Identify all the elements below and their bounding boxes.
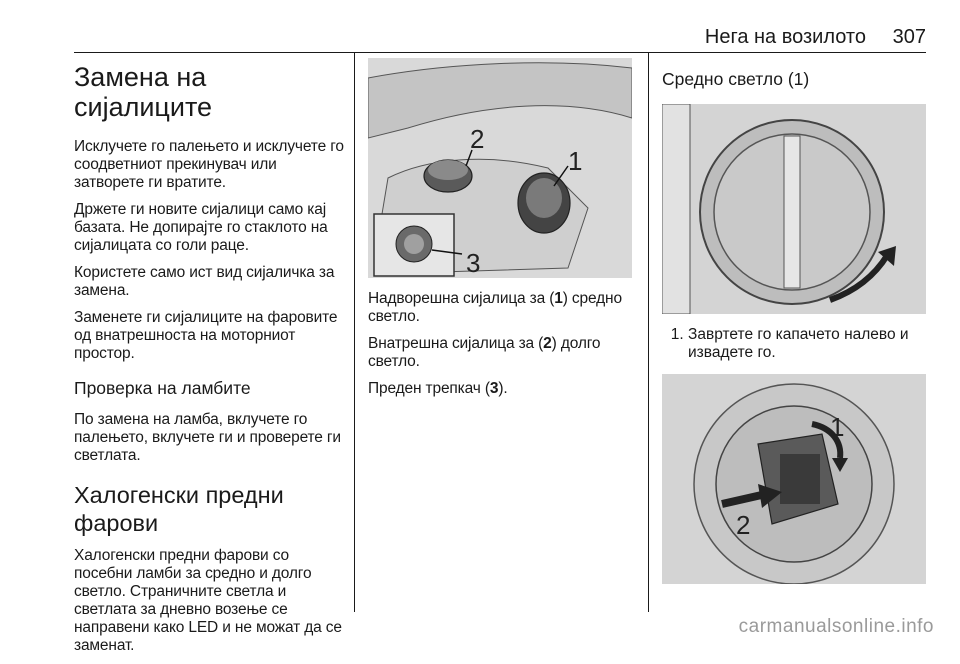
page-number: 307 — [892, 26, 926, 48]
headlamp-rear-illustration — [368, 58, 632, 278]
column-1 — [74, 58, 346, 664]
headlamp-rear-drawing — [368, 58, 632, 278]
column-2 — [368, 58, 632, 407]
paragraph: Користете само ист вид сијаличка за замена. — [74, 264, 335, 299]
column-divider-2 — [648, 52, 649, 612]
column-3 — [662, 58, 926, 584]
heading-halogen: Халогенски предни фарови — [74, 482, 284, 536]
callout-label: 1 — [830, 412, 845, 442]
bulb-removal-illustration — [662, 374, 926, 584]
paragraph: Халогенски предни фарови со посебни ламби за средно и долго светло. Страничните светла и светлата за дневно возење се направени како LED и не можат да се заменат. — [74, 547, 342, 654]
callout-label: 2 — [736, 510, 751, 540]
paragraph: По замена на ламба, вклучете го палењето, вклучете ги и проверете ги светлата. — [74, 411, 341, 464]
callout-label: 2 — [470, 124, 485, 154]
list-item: 1. Завртете го капачето налево и извадете го. — [688, 326, 926, 362]
callout-label: 3 — [466, 248, 481, 278]
header-rule — [74, 52, 926, 53]
caption: Преден трепкач (3). — [368, 380, 508, 397]
bulb-removal-drawing — [662, 374, 926, 584]
watermark: carmanualsonline.info — [738, 616, 934, 637]
page-header — [74, 26, 926, 50]
paragraph: Заменете ги сијалиците на фаровите од внатрешноста на моторниот простор. — [74, 309, 338, 362]
subheading-check: Проверка на ламбите — [74, 378, 251, 398]
paragraph: Исклучете го палењето и исклучете го соодветниот прекинувач или затворете ги вратите. — [74, 138, 344, 191]
bulb-cap-drawing — [662, 104, 926, 314]
main-heading: Замена на сијалиците — [74, 62, 213, 122]
caption: Надворешна сијалица за (1) средно светло. — [368, 290, 622, 325]
steps-list — [662, 326, 926, 362]
bulb-cap-illustration — [662, 104, 926, 314]
section-title: Нега на возилото — [704, 26, 866, 48]
paragraph: Држете ги новите сијалици само кај базата. Не допирајте го стаклото на сијалицата со голи раце. — [74, 201, 328, 254]
callout-label: 1 — [568, 146, 583, 176]
caption: Внатрешна сијалица за (2) долго светло. — [368, 335, 601, 370]
column-divider-1 — [354, 52, 355, 612]
heading-low-beam: Средно светло (1) — [662, 69, 810, 89]
